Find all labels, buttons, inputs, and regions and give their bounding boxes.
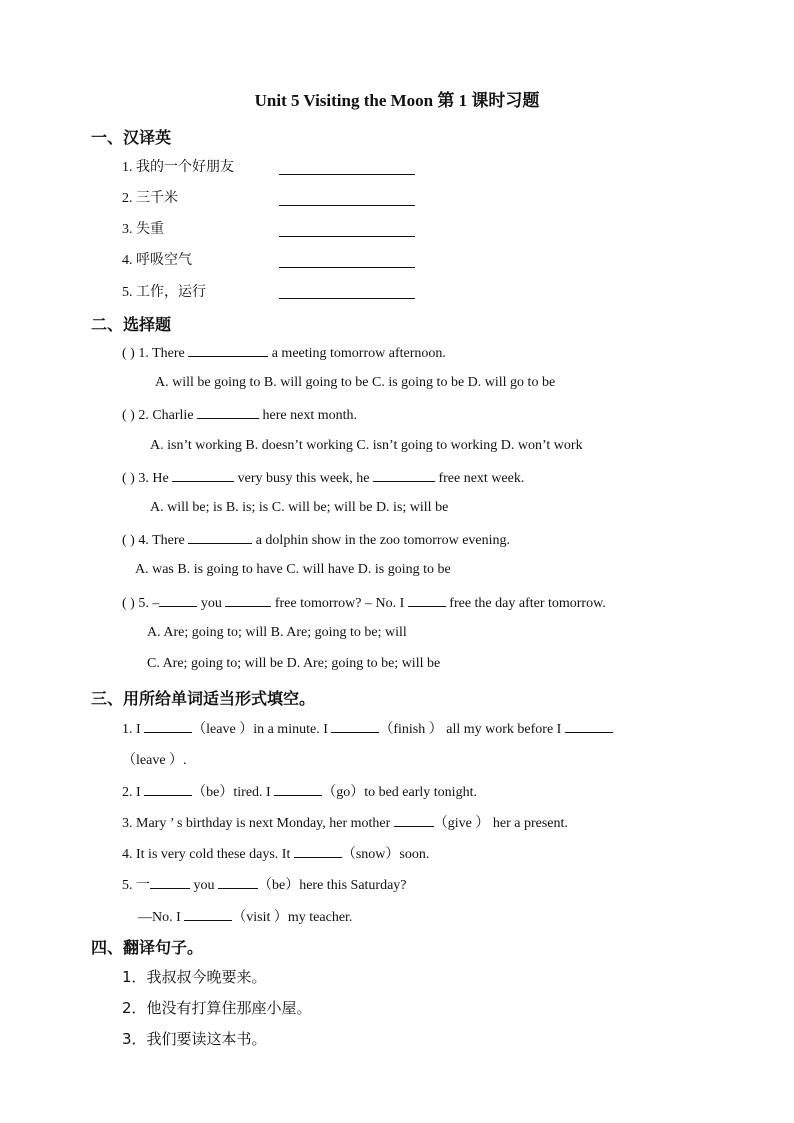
fill-line-1 — [122, 718, 613, 738]
question-2 — [122, 406, 357, 424]
answer-line[interactable] — [279, 297, 415, 299]
section4-heading: 四、翻译句子。 — [91, 938, 204, 957]
question-4 — [122, 531, 510, 549]
fill-line-6 — [138, 906, 352, 926]
section3-heading: 三、用所给单词适当形式填空。 — [91, 689, 316, 708]
fill-blank[interactable] — [225, 594, 271, 607]
sentence-text: 3. Mary ’ s birthday is next Monday, her mother — [122, 816, 391, 831]
section1-item — [122, 156, 234, 176]
item-text: 工作，运行 — [136, 284, 206, 300]
item-text: 我们要读这本书。 — [146, 1030, 267, 1048]
question-1 — [122, 344, 446, 362]
item-number: 3. — [122, 222, 133, 237]
answer-paren[interactable]: ( ) — [122, 533, 135, 548]
page-title: Unit 5 Visiting the Moon 第 1 课时习题 — [254, 91, 540, 110]
question-text: 3. He — [138, 471, 169, 486]
item-number: 2． — [122, 999, 147, 1017]
sentence-text: 5. 一 — [122, 878, 150, 893]
question-3-options: A. will be; is B. is; is C. will be; will be D. is; will be — [150, 500, 449, 515]
question-2-options: A. isn’t working B. doesn’t working C. isn’t going to working D. won’t work — [150, 438, 583, 453]
sentence-text: （finish ） all my work before I — [379, 722, 562, 737]
fill-line-2 — [122, 781, 477, 801]
fill-blank[interactable] — [188, 344, 268, 357]
section1-item — [122, 249, 192, 269]
question-5-options-1: A. Are; going to; will B. Are; going to be; will — [147, 625, 407, 640]
question-text: free tomorrow? – No. I — [274, 596, 405, 611]
fill-blank[interactable] — [144, 720, 192, 733]
item-text: 我叔叔今晚要来。 — [146, 968, 267, 986]
question-text: free the day after tomorrow. — [449, 596, 606, 611]
item-number: 4. — [122, 253, 133, 268]
item-number: 1． — [122, 968, 147, 986]
answer-paren[interactable]: ( ) — [122, 596, 135, 611]
fill-blank[interactable] — [144, 783, 192, 796]
fill-blank[interactable] — [218, 876, 258, 889]
sentence-text: you — [193, 878, 215, 893]
fill-blank[interactable] — [294, 845, 342, 858]
item-text: 他没有打算住那座小屋。 — [146, 999, 312, 1017]
question-5-options-2: C. Are; going to; will be D. Are; going to be; will be — [147, 656, 441, 671]
item-number: 3． — [122, 1030, 147, 1048]
item-text: 呼吸空气 — [136, 252, 192, 268]
sentence-text: （go）to bed early tonight. — [322, 785, 477, 800]
fill-line-5 — [122, 874, 407, 894]
question-1-options: A. will be going to B. will going to be C. is going to be D. will go to be — [155, 375, 556, 390]
fill-blank[interactable] — [184, 908, 232, 921]
section2-heading: 二、选择题 — [91, 315, 172, 334]
question-text: here next month. — [262, 408, 358, 423]
question-text: 1. There — [138, 346, 185, 361]
question-3 — [122, 469, 524, 487]
fill-blank[interactable] — [188, 531, 252, 544]
fill-blank[interactable] — [394, 814, 434, 827]
sentence-text: （give ） her a present. — [433, 816, 568, 831]
answer-paren[interactable]: ( ) — [122, 471, 135, 486]
fill-blank[interactable] — [159, 594, 197, 607]
item-text: 失重 — [136, 221, 164, 237]
translate-item-1 — [122, 966, 267, 987]
question-text: very busy this week, he — [237, 471, 370, 486]
sentence-text: —No. I — [138, 910, 181, 925]
fill-blank[interactable] — [408, 594, 446, 607]
sentence-text: （be）here this Saturday? — [258, 878, 407, 893]
sentence-text: 1. I — [122, 722, 141, 737]
item-text: 三千米 — [136, 190, 178, 206]
fill-line-1-cont: （leave ）. — [122, 753, 187, 768]
question-text: 5. – — [138, 596, 160, 611]
answer-paren[interactable]: ( ) — [122, 408, 135, 423]
sentence-text: （leave ）in a minute. I — [192, 722, 328, 737]
answer-line[interactable] — [279, 235, 415, 237]
question-4-options: A. was B. is going to have C. will have D. is going to be — [135, 562, 451, 577]
section1-item — [122, 187, 178, 207]
fill-blank[interactable] — [331, 720, 379, 733]
fill-line-4 — [122, 843, 429, 863]
answer-paren[interactable]: ( ) — [122, 346, 135, 361]
question-5 — [122, 594, 606, 612]
fill-blank[interactable] — [274, 783, 322, 796]
item-number: 2. — [122, 191, 133, 206]
section1-item — [122, 218, 164, 238]
sentence-text: 4. It is very cold these days. It — [122, 847, 291, 862]
fill-line-3 — [122, 812, 568, 832]
question-text: 4. There — [138, 533, 185, 548]
question-text: a dolphin show in the zoo tomorrow evening. — [255, 533, 511, 548]
fill-blank[interactable] — [565, 720, 613, 733]
fill-blank[interactable] — [197, 406, 259, 419]
section1-item — [122, 281, 206, 301]
sentence-text: （visit ）my teacher. — [232, 910, 353, 925]
section1-heading: 一、汉译英 — [91, 128, 172, 147]
item-number: 1. — [122, 160, 133, 175]
item-text: 我的一个好朋友 — [136, 159, 234, 175]
item-number: 5. — [122, 285, 133, 300]
sentence-text: （snow）soon. — [341, 847, 430, 862]
sentence-text: 2. I — [122, 785, 141, 800]
answer-line[interactable] — [279, 173, 415, 175]
fill-blank[interactable] — [373, 469, 435, 482]
question-text: 2. Charlie — [138, 408, 194, 423]
question-text: a meeting tomorrow afternoon. — [271, 346, 446, 361]
sentence-text: （be）tired. I — [192, 785, 271, 800]
answer-line[interactable] — [279, 266, 415, 268]
question-text: free next week. — [438, 471, 525, 486]
fill-blank[interactable] — [172, 469, 234, 482]
fill-blank[interactable] — [150, 876, 190, 889]
translate-item-3 — [122, 1028, 267, 1049]
answer-line[interactable] — [279, 204, 415, 206]
translate-item-2 — [122, 997, 312, 1018]
question-text: you — [200, 596, 222, 611]
